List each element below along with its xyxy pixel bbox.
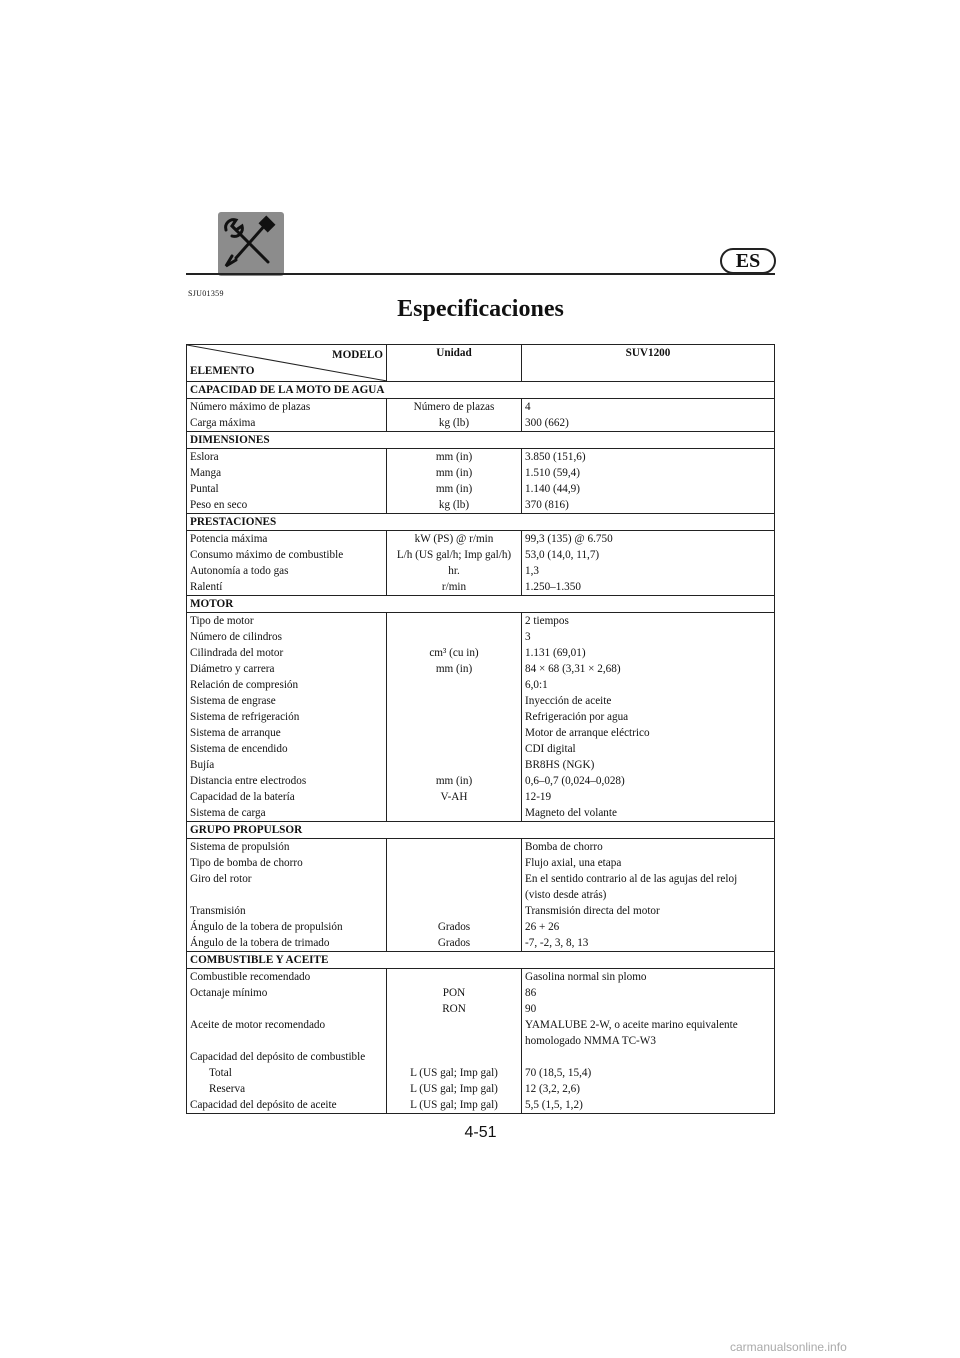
table-row xyxy=(187,1097,775,1114)
cell-value: 99,3 (135) @ 6.750 xyxy=(522,531,775,548)
unidad-header: Unidad xyxy=(387,345,522,382)
cell-value: 90 xyxy=(522,1001,775,1017)
cell-value: 2 tiempos xyxy=(522,613,775,630)
cell-unit: Grados xyxy=(387,919,522,935)
section-header xyxy=(187,596,775,613)
cell-item: Distancia entre electrodos xyxy=(187,773,387,789)
cell-unit: mm (in) xyxy=(387,773,522,789)
cell-item: Sistema de engrase xyxy=(187,693,387,709)
table-row xyxy=(187,789,775,805)
cell-item: Reserva xyxy=(187,1081,387,1097)
cell-value: 1.131 (69,01) xyxy=(522,645,775,661)
cell-value: 1,3 xyxy=(522,563,775,579)
table-row xyxy=(187,741,775,757)
table-row xyxy=(187,709,775,725)
cell-unit xyxy=(387,805,522,822)
cell-value: 3 xyxy=(522,629,775,645)
cell-value xyxy=(522,1049,775,1065)
cell-unit xyxy=(387,709,522,725)
table-row xyxy=(187,677,775,693)
cell-item: Octanaje mínimo xyxy=(187,985,387,1001)
cell-unit xyxy=(387,855,522,871)
cell-value: Inyección de aceite xyxy=(522,693,775,709)
table-row xyxy=(187,773,775,789)
cell-value: 1.250–1.350 xyxy=(522,579,775,596)
cell-unit xyxy=(387,693,522,709)
cell-unit xyxy=(387,903,522,919)
section-code: SJU01359 xyxy=(188,289,224,298)
cell-value: -7, -2, 3, 8, 13 xyxy=(522,935,775,952)
cell-item: Autonomía a todo gas xyxy=(187,563,387,579)
cell-value: YAMALUBE 2-W, o aceite marino equivalente xyxy=(522,1017,775,1033)
table-row xyxy=(187,497,775,514)
cell-unit: mm (in) xyxy=(387,481,522,497)
cell-item: Ralentí xyxy=(187,579,387,596)
cell-unit xyxy=(387,839,522,856)
cell-unit: mm (in) xyxy=(387,465,522,481)
table-row xyxy=(187,399,775,416)
cell-unit: kg (lb) xyxy=(387,415,522,432)
table-row xyxy=(187,465,775,481)
cell-value: Bomba de chorro xyxy=(522,839,775,856)
cell-item: Potencia máxima xyxy=(187,531,387,548)
cell-unit xyxy=(387,629,522,645)
cell-value: Flujo axial, una etapa xyxy=(522,855,775,871)
section-header xyxy=(187,514,775,531)
section-title: MOTOR xyxy=(187,596,775,613)
cell-unit: PON xyxy=(387,985,522,1001)
cell-value: Motor de arranque eléctrico xyxy=(522,725,775,741)
cell-item: Sistema de arranque xyxy=(187,725,387,741)
cell-unit: RON xyxy=(387,1001,522,1017)
table-row xyxy=(187,805,775,822)
table-row xyxy=(187,449,775,466)
table-row xyxy=(187,579,775,596)
cell-unit xyxy=(387,757,522,773)
cell-item: Sistema de propulsión xyxy=(187,839,387,856)
cell-unit: mm (in) xyxy=(387,661,522,677)
cell-value: En el sentido contrario al de las agujas del reloj xyxy=(522,871,775,887)
table-row xyxy=(187,547,775,563)
table-row xyxy=(187,969,775,986)
cell-item: Consumo máximo de combustible xyxy=(187,547,387,563)
cell-unit: L/h (US gal/h; Imp gal/h) xyxy=(387,547,522,563)
table-row xyxy=(187,531,775,548)
cell-value: 12 (3,2, 2,6) xyxy=(522,1081,775,1097)
table-row xyxy=(187,1049,775,1065)
cell-unit: r/min xyxy=(387,579,522,596)
section-title: PRESTACIONES xyxy=(187,514,775,531)
cell-value: 12-19 xyxy=(522,789,775,805)
cell-unit: L (US gal; Imp gal) xyxy=(387,1097,522,1114)
cell-item: Número máximo de plazas xyxy=(187,399,387,416)
table-row xyxy=(187,985,775,1001)
cell-item: Diámetro y carrera xyxy=(187,661,387,677)
cell-item: Capacidad de la batería xyxy=(187,789,387,805)
table-row xyxy=(187,855,775,871)
section-header xyxy=(187,952,775,969)
cell-unit xyxy=(387,1017,522,1033)
cell-item: Aceite de motor recomendado xyxy=(187,1017,387,1033)
cell-value: (visto desde atrás) xyxy=(522,887,775,903)
section-title: COMBUSTIBLE Y ACEITE xyxy=(187,952,775,969)
language-badge: ES xyxy=(720,248,776,274)
section-header xyxy=(187,432,775,449)
table-row xyxy=(187,1017,775,1033)
cell-unit: hr. xyxy=(387,563,522,579)
cell-unit: kg (lb) xyxy=(387,497,522,514)
cell-value: 0,6–0,7 (0,024–0,028) xyxy=(522,773,775,789)
cell-item: Peso en seco xyxy=(187,497,387,514)
table-row xyxy=(187,757,775,773)
cell-unit: L (US gal; Imp gal) xyxy=(387,1065,522,1081)
section-header xyxy=(187,382,775,399)
cell-unit: L (US gal; Imp gal) xyxy=(387,1081,522,1097)
cell-unit: cm³ (cu in) xyxy=(387,645,522,661)
table-row xyxy=(187,563,775,579)
cell-unit xyxy=(387,613,522,630)
cell-item xyxy=(187,887,387,903)
cell-value: 4 xyxy=(522,399,775,416)
table-row xyxy=(187,935,775,952)
cell-value: 1.510 (59,4) xyxy=(522,465,775,481)
cell-unit xyxy=(387,677,522,693)
cell-value: 370 (816) xyxy=(522,497,775,514)
cell-item: Ángulo de la tobera de trimado xyxy=(187,935,387,952)
cell-item: Eslora xyxy=(187,449,387,466)
cell-item: Relación de compresión xyxy=(187,677,387,693)
table-row xyxy=(187,481,775,497)
table-row xyxy=(187,415,775,432)
section-title: GRUPO PROPULSOR xyxy=(187,822,775,839)
elemento-label: ELEMENTO xyxy=(190,365,255,377)
cell-item: Carga máxima xyxy=(187,415,387,432)
cell-value: 84 × 68 (3,31 × 2,68) xyxy=(522,661,775,677)
model-header: SUV1200 xyxy=(522,345,775,382)
cell-item: Sistema de refrigeración xyxy=(187,709,387,725)
cell-item xyxy=(187,1033,387,1049)
modelo-label: MODELO xyxy=(332,349,383,361)
cell-unit xyxy=(387,969,522,986)
table-row xyxy=(187,661,775,677)
cell-item: Sistema de carga xyxy=(187,805,387,822)
table-row xyxy=(187,629,775,645)
cell-item: Ángulo de la tobera de propulsión xyxy=(187,919,387,935)
cell-item: Tipo de motor xyxy=(187,613,387,630)
cell-unit: V-AH xyxy=(387,789,522,805)
cell-value: Refrigeración por agua xyxy=(522,709,775,725)
cell-unit: kW (PS) @ r/min xyxy=(387,531,522,548)
cell-item: Total xyxy=(187,1065,387,1081)
table-row xyxy=(187,839,775,856)
cell-value: Gasolina normal sin plomo xyxy=(522,969,775,986)
section-title: CAPACIDAD DE LA MOTO DE AGUA xyxy=(187,382,775,399)
table-row xyxy=(187,1001,775,1017)
cell-item: Cilindrada del motor xyxy=(187,645,387,661)
cell-item: Transmisión xyxy=(187,903,387,919)
cell-unit: Número de plazas xyxy=(387,399,522,416)
table-row xyxy=(187,1081,775,1097)
cell-unit: Grados xyxy=(387,935,522,952)
cell-item: Combustible recomendado xyxy=(187,969,387,986)
cell-item: Capacidad del depósito de aceite xyxy=(187,1097,387,1114)
table-row xyxy=(187,919,775,935)
cell-item: Número de cilindros xyxy=(187,629,387,645)
cell-value: CDI digital xyxy=(522,741,775,757)
cell-unit xyxy=(387,741,522,757)
table-row xyxy=(187,903,775,919)
cell-unit: mm (in) xyxy=(387,449,522,466)
table-row xyxy=(187,645,775,661)
cell-value: 3.850 (151,6) xyxy=(522,449,775,466)
table-row xyxy=(187,887,775,903)
cell-value: BR8HS (NGK) xyxy=(522,757,775,773)
page-number: 4-51 xyxy=(464,1124,497,1141)
section-header xyxy=(187,822,775,839)
cell-value: homologado NMMA TC-W3 xyxy=(522,1033,775,1049)
cell-item: Bujía xyxy=(187,757,387,773)
cell-unit xyxy=(387,1033,522,1049)
watermark: carmanualsonline.info xyxy=(730,1340,847,1354)
cell-value: 86 xyxy=(522,985,775,1001)
cell-item: Giro del rotor xyxy=(187,871,387,887)
cell-item xyxy=(187,1001,387,1017)
cell-unit xyxy=(387,871,522,887)
spec-table xyxy=(186,344,775,1114)
table-header-row xyxy=(187,345,775,382)
cell-value: Transmisión directa del motor xyxy=(522,903,775,919)
model-element-cell xyxy=(187,345,387,382)
page-title: Especificaciones xyxy=(397,296,564,322)
cell-item: Sistema de encendido xyxy=(187,741,387,757)
tools-icon xyxy=(218,212,284,276)
section-title: DIMENSIONES xyxy=(187,432,775,449)
cell-value: 1.140 (44,9) xyxy=(522,481,775,497)
cell-value: 6,0:1 xyxy=(522,677,775,693)
cell-value: 26 + 26 xyxy=(522,919,775,935)
table-row xyxy=(187,613,775,630)
table-row xyxy=(187,1033,775,1049)
table-row xyxy=(187,871,775,887)
cell-item: Capacidad del depósito de combustible xyxy=(187,1049,387,1065)
cell-unit xyxy=(387,725,522,741)
header-rule xyxy=(186,273,775,275)
table-row xyxy=(187,1065,775,1081)
cell-value: 70 (18,5, 15,4) xyxy=(522,1065,775,1081)
table-row xyxy=(187,693,775,709)
cell-value: Magneto del volante xyxy=(522,805,775,822)
cell-value: 53,0 (14,0, 11,7) xyxy=(522,547,775,563)
cell-item: Manga xyxy=(187,465,387,481)
cell-item: Puntal xyxy=(187,481,387,497)
table-row xyxy=(187,725,775,741)
cell-unit xyxy=(387,1049,522,1065)
cell-value: 300 (662) xyxy=(522,415,775,432)
cell-value: 5,5 (1,5, 1,2) xyxy=(522,1097,775,1114)
cell-unit xyxy=(387,887,522,903)
cell-item: Tipo de bomba de chorro xyxy=(187,855,387,871)
